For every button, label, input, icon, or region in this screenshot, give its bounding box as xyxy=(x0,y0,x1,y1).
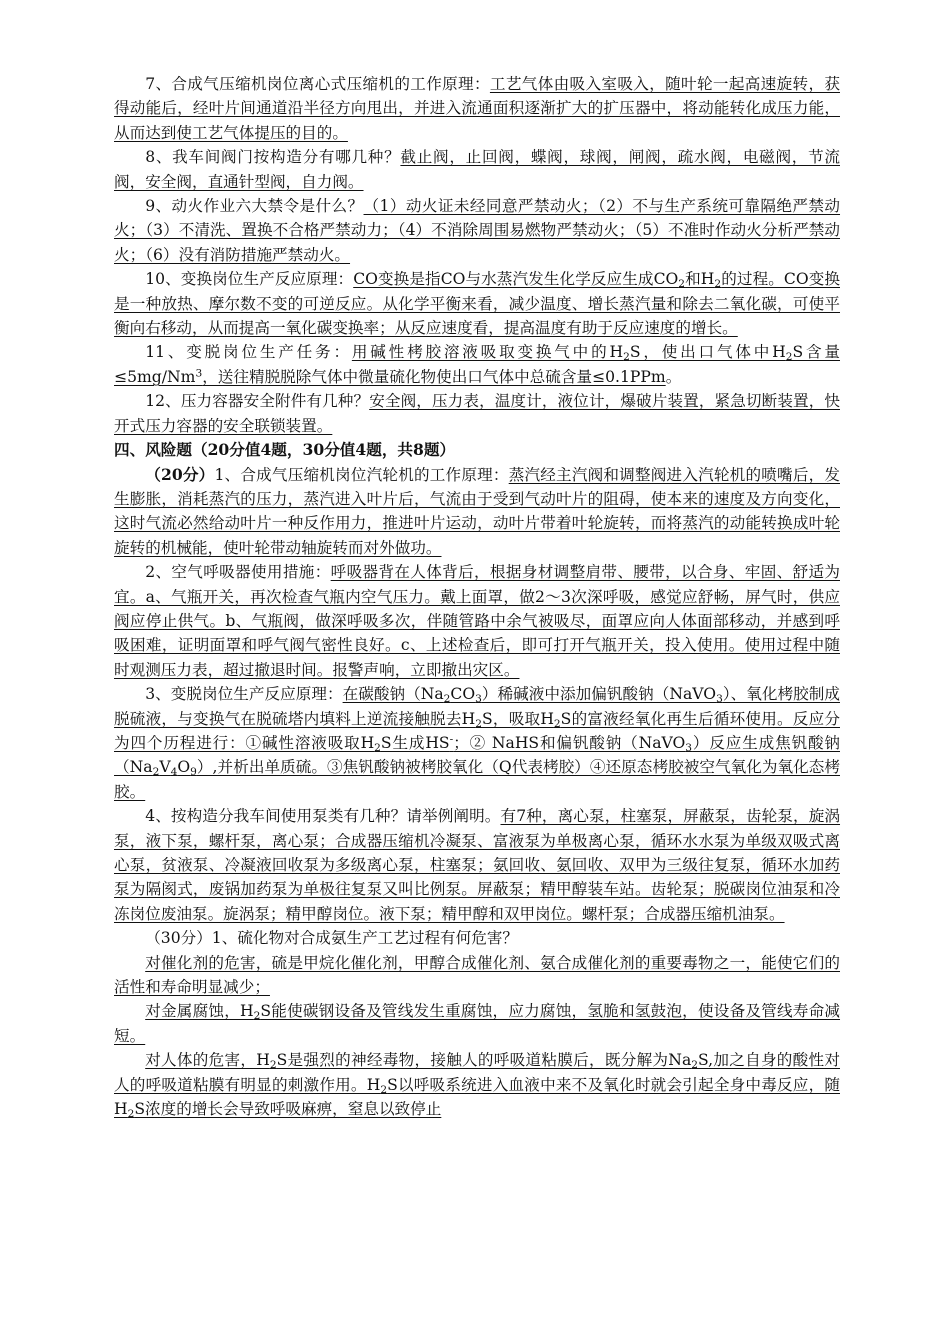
item-9 xyxy=(114,194,840,267)
question-text: 4、按构造分我车间使用泵类有几种？请举例阐明。 xyxy=(145,807,501,826)
risk30-item-1-question: （30分）1、硫化物对合成氨生产工艺过程有何危害？ xyxy=(145,929,519,948)
question-text: 1、合成气压缩机岗位汽轮机的工作原理： xyxy=(214,465,509,484)
answer-part: S,加之自身的酸性对人的呼吸道粘膜有明显的刺激作用。H xyxy=(114,1051,840,1094)
item-11 xyxy=(114,340,840,389)
answer-part: CO xyxy=(450,685,476,704)
answer-text: 对催化剂的危害，硫是甲烷化催化剂，甲醇合成催化剂、氨合成催化剂的重要毒物之一，能使它们的活性和寿命明显减少； xyxy=(114,953,840,997)
question-text: 11、变脱岗位生产任务： xyxy=(145,343,352,362)
answer-part: ）反应生成焦钒酸钠（Na xyxy=(114,733,840,777)
subscript: 2 xyxy=(785,351,793,364)
answer-text: 截止阀，止回阀，蝶阀，球阀，闸阀，疏水阀，电磁阀，节流阀，安全阀，直通针型阀，自力阀。 xyxy=(114,148,840,191)
subscript: 2 xyxy=(127,1108,135,1121)
answer-part: ；② NaHS和偏钒酸钠（NaVO xyxy=(453,733,686,752)
answer-text: 呼吸器背在人体背后，根据身材调整肩带、腰带，以合身、牢固、舒适为宜。a、气瓶开关，再次检查气瓶内空气压力。戴上面罩，做2～3次深呼吸，感觉应舒畅，屏气时，供应阀应停止供气。b、气瓶阀，做深呼吸多次，伴随管路中余气被吸尽，面罩应向人体面部移动，并感到呼吸困难，证明面罩和呼气阀气密性良好。c、上述检查后，即可打开气瓶开关，投入使用。使用过程中随时观测压力表，超过撤退时间。报警声响，立即撤出灾区。 xyxy=(114,563,840,679)
risk20-item-4 xyxy=(114,804,840,926)
answer-text: 蒸汽经主汽阀和调整阀进入汽轮机的喷嘴后，发生膨胀，消耗蒸汽的压力，蒸汽进入叶片后，气流由于受到气动叶片的阻碍，使本来的速度及方向变化，这时气流必然给动叶片一种反作用力，推进叶片运动，动叶片带着叶轮旋转，而将蒸汽的动能转换成叶轮旋转的机械能，使叶轮带动轴旋转而对外做功。 xyxy=(114,465,840,557)
answer-part: S是强烈的神经毒物，接触人的呼吸道粘膜后，既分解为Na xyxy=(276,1051,692,1070)
subscript: 2 xyxy=(152,766,160,779)
answer-part: 对金属腐蚀，H xyxy=(145,1002,254,1021)
superscript: - xyxy=(449,733,454,746)
subscript: 2 xyxy=(253,1010,261,1023)
answer-part: ）稀碱液中添加偏钒酸钠（NaVO xyxy=(481,685,717,704)
score-label: （20分） xyxy=(145,464,215,484)
question-text: 3、变脱岗位生产反应原理： xyxy=(145,685,343,704)
answer-part: O xyxy=(177,758,191,777)
item-8 xyxy=(114,145,840,194)
answer-part: S，吸取H xyxy=(482,709,554,728)
subscript: 2 xyxy=(678,278,686,291)
risk20-item-1 xyxy=(114,463,840,561)
question-text: 2、空气呼吸器使用措施： xyxy=(145,563,331,582)
answer-part: 的过程。CO变换是一种放热、摩尔数不变的可逆反应。从化学平衡来看，减少温度、增长蒸汽量和除去二氧化碳，可使平衡向右移动，从而提高一氧化碳变换率；从反应速度看，提高温度有助于反应速度的增长。 xyxy=(114,270,840,338)
answer-part: V xyxy=(159,758,171,777)
answer-part: S能使碳钢设备及管线发生重腐蚀，应力腐蚀，氢脆和氢鼓泡，使设备及管线寿命减短。 xyxy=(114,1002,841,1045)
answer-part: 在碳酸钠（Na xyxy=(342,685,444,704)
question-text: 7、合成气压缩机岗位离心式压缩机的工作原理： xyxy=(145,75,490,93)
subscript: 2 xyxy=(623,351,630,364)
answer-part: 对人体的危害，H xyxy=(145,1051,270,1070)
answer-part: ）,并析出单质硫。③焦钒酸钠被栲胶氧化（Q代表栲胶）④还原态栲胶被空气氧化为氧化态栲胶。 xyxy=(114,758,840,801)
risk20-item-3 xyxy=(114,682,840,804)
answer-part: S浓度的增长会导致呼吸麻痹，窒息以致停止 xyxy=(134,1100,442,1119)
answer-text: 工艺气体由吸入室吸入，随叶轮一起高速旋转，获得动能后，经叶片间通道沿半径方向甩出，并进入流通面积逐渐扩大的扩压器中，将动能转化成压力能，从而达到使工艺气体提压的目的。 xyxy=(114,75,840,142)
answer-text: 安全阀，压力表，温度计，液位计，爆破片装置，紧急切断装置，快开式压力容器的安全联锁装置。 xyxy=(114,392,840,435)
question-text: 10、变换岗位生产反应原理： xyxy=(145,270,354,289)
subscript: 4 xyxy=(170,766,178,779)
subscript: 3 xyxy=(685,741,693,754)
subscript: 2 xyxy=(443,693,451,706)
subscript: 2 xyxy=(714,278,722,291)
risk30-item-1-answer-2 xyxy=(114,999,840,1048)
subscript: 2 xyxy=(269,1059,277,1072)
subscript: 2 xyxy=(380,1083,388,1096)
subscript: 3 xyxy=(716,693,723,706)
question-text: 12、压力容器安全附件有几种？ xyxy=(145,392,370,411)
subscript: 3 xyxy=(475,693,482,706)
answer-part: S以呼吸系统进入血液中来不及氧化时就会引起全身中毒反应，随H xyxy=(114,1075,840,1119)
answer-part: S生成HS xyxy=(380,733,450,752)
answer-part: 。 xyxy=(665,367,682,386)
answer-part: S，使出口气体中H xyxy=(629,343,786,362)
risk30-item-1-answer-3 xyxy=(114,1048,840,1121)
answer-part: CO变换是指CO与水蒸汽发生化学反应生成CO xyxy=(353,270,679,289)
answer-part: ）、氧化栲胶制成脱硫液，与变换气在脱硫塔内填料上逆流接触脱去H xyxy=(114,685,840,728)
item-10 xyxy=(114,267,840,340)
risk20-item-2 xyxy=(114,560,840,682)
risk30-item-1-answer-1 xyxy=(114,951,840,1000)
answer-part: 和H xyxy=(685,270,715,289)
item-7 xyxy=(114,72,840,145)
answer-text: （1）动火证未经同意严禁动火；（2）不与生产系统可靠隔绝严禁动火；（3）不清洗、置换不合格严禁动力；（4）不消除周围易燃物严禁动火；（5）不准时作动火分析严禁动火；（6）没有消防措施严禁动火。 xyxy=(114,197,841,264)
subscript: 2 xyxy=(475,717,483,730)
subscript: 9 xyxy=(190,766,197,779)
answer-part: ，送往精脱脱除气体中微量硫化物使出口气体中总硫含量≤0.1PPm xyxy=(202,367,666,386)
question-text: 8、我车间阀门按构造分有哪几种？ xyxy=(145,148,401,167)
answer-text: 有7种，离心泵，柱塞泵，屏蔽泵，齿轮泵，旋涡泵，液下泵，螺杆泵，离心泵；合成器压缩机冷凝泵、富液泵为单极离心泵，循环水水泵为单级双吸式离心泵，贫液泵、冷凝液回收泵为多级离心泵，柱塞泵；氨回收、氨回收、双甲为三级往复泵，循环水加药泵为隔阂式，废锅加药泵为单极往复泵又叫比例泵。屏蔽泵；精甲醇装车站。齿轮泵；脱碳岗位油泵和冷冻岗位废油泵。旋涡泵；精甲醇岗位。液下泵；精甲醇和双甲岗位。螺杆泵；合成器压缩机油泵。 xyxy=(114,807,841,923)
answer-text xyxy=(114,1051,840,1121)
item-12 xyxy=(114,389,840,438)
superscript: 3 xyxy=(195,367,203,380)
answer-part: S的富液经氧化再生后循环使用。反应分为四个历程进行：①碱性溶液吸取H xyxy=(114,709,840,752)
subscript: 2 xyxy=(691,1059,698,1072)
question-text: 9、动火作业六大禁令是什么？ xyxy=(145,197,364,216)
answer-text xyxy=(114,1002,840,1044)
answer-part: S含量≤5mg/Nm xyxy=(114,343,840,386)
subscript: 2 xyxy=(374,741,381,754)
subscript: 2 xyxy=(553,717,561,730)
section-4-heading: 四、风险题（20分值4题，30分值4题，共8题） xyxy=(114,440,456,460)
answer-part: 用碱性栲胶溶液吸取变换气中的H xyxy=(351,343,624,362)
